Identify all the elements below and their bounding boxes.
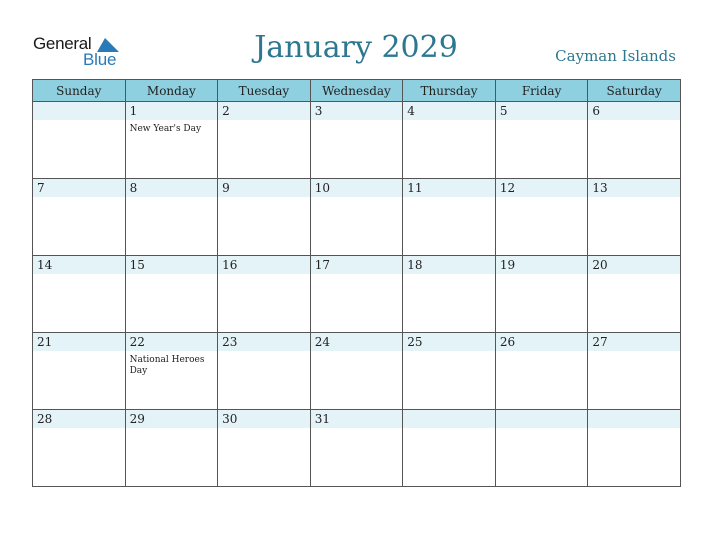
day-cell: [33, 333, 126, 410]
day-cell: [218, 256, 311, 333]
day-number-band: [496, 410, 588, 428]
day-number: 3: [314, 104, 323, 118]
country-name: Cayman Islands: [555, 47, 676, 65]
day-cell: [403, 179, 496, 256]
day-number: 7: [37, 181, 45, 195]
brand-word-blue: Blue: [83, 50, 117, 69]
day-number: 18: [407, 258, 423, 272]
day-number-band: [33, 179, 125, 197]
day-cell: [495, 256, 588, 333]
day-cell: [125, 333, 218, 410]
weekday-header: Wednesday: [310, 80, 403, 102]
day-number-band: [588, 410, 680, 428]
weekday-header: Saturday: [588, 80, 681, 102]
weekday-header: Sunday: [33, 80, 126, 102]
day-cell: [588, 410, 681, 487]
day-number-band: [403, 410, 495, 428]
day-cell: [218, 333, 311, 410]
day-number: 8: [129, 181, 138, 195]
day-cell: [125, 410, 218, 487]
day-number: 30: [222, 412, 238, 426]
week-row: [33, 333, 681, 410]
day-number-band: [403, 102, 495, 120]
day-cell: [218, 410, 311, 487]
holiday-label: New Year's Day: [129, 124, 202, 134]
day-cell: [495, 179, 588, 256]
weekday-header: Friday: [495, 80, 588, 102]
week-row: [33, 410, 681, 487]
day-number-band: [218, 102, 310, 120]
day-number: 5: [499, 104, 508, 118]
day-number: 20: [592, 258, 608, 272]
day-cell: [495, 410, 588, 487]
day-cell: [218, 102, 311, 179]
day-cell: [495, 102, 588, 179]
day-cell: [33, 410, 126, 487]
day-cell: [310, 102, 403, 179]
day-number: 1: [129, 104, 138, 118]
day-number: 27: [592, 335, 608, 349]
day-cell: [588, 256, 681, 333]
day-number: 29: [129, 412, 145, 426]
day-number: 14: [37, 258, 53, 272]
day-cell: [218, 179, 311, 256]
week-row: [33, 102, 681, 179]
day-number: 26: [499, 335, 516, 349]
day-number: 23: [222, 335, 238, 349]
weekday-header: Tuesday: [218, 80, 311, 102]
day-number: 24: [314, 335, 330, 349]
brand-word-general: General: [33, 34, 92, 53]
day-cell: [33, 256, 126, 333]
weekday-header-row: [33, 80, 681, 102]
day-cell: [588, 179, 681, 256]
weekday-header: Monday: [125, 80, 218, 102]
day-number: 10: [314, 181, 330, 195]
day-number: 2: [222, 104, 230, 118]
day-number: 25: [407, 335, 423, 349]
day-number: 11: [407, 181, 423, 195]
holiday-label: National Heroes Day: [129, 355, 205, 376]
day-number-band: [126, 102, 218, 120]
day-number: 6: [592, 104, 601, 118]
day-cell: [495, 333, 588, 410]
day-cell: [588, 333, 681, 410]
day-number: 17: [314, 258, 330, 272]
day-number: 15: [129, 258, 145, 272]
day-cell: [125, 256, 218, 333]
day-number-band: [218, 179, 310, 197]
day-cell: [33, 102, 126, 179]
day-number: 22: [129, 335, 145, 349]
day-cell: [310, 256, 403, 333]
week-row: [33, 179, 681, 256]
day-number-band: [33, 102, 125, 120]
day-number: 21: [37, 335, 53, 349]
day-cell: [403, 102, 496, 179]
day-cell: [310, 179, 403, 256]
week-row: [33, 256, 681, 333]
calendar-body: [33, 102, 681, 487]
day-number-band: [126, 179, 218, 197]
day-cell: [403, 333, 496, 410]
day-cell: [403, 410, 496, 487]
day-number: 19: [499, 258, 516, 272]
day-number-band: [311, 102, 403, 120]
day-cell: [125, 179, 218, 256]
calendar-title: January 2029: [254, 30, 458, 65]
day-number-band: [496, 102, 588, 120]
day-cell: [125, 102, 218, 179]
weekday-header: Thursday: [403, 80, 496, 102]
day-number: 4: [407, 104, 415, 118]
day-number: 31: [314, 412, 330, 426]
day-number-band: [588, 102, 680, 120]
day-cell: [310, 333, 403, 410]
day-number: 28: [37, 412, 53, 426]
calendar-grid: [32, 79, 681, 487]
day-cell: [33, 179, 126, 256]
day-number: 16: [222, 258, 238, 272]
day-number: 12: [499, 181, 516, 195]
day-cell: [588, 102, 681, 179]
day-number: 13: [592, 181, 608, 195]
day-cell: [310, 410, 403, 487]
day-cell: [403, 256, 496, 333]
day-number: 9: [222, 181, 230, 195]
